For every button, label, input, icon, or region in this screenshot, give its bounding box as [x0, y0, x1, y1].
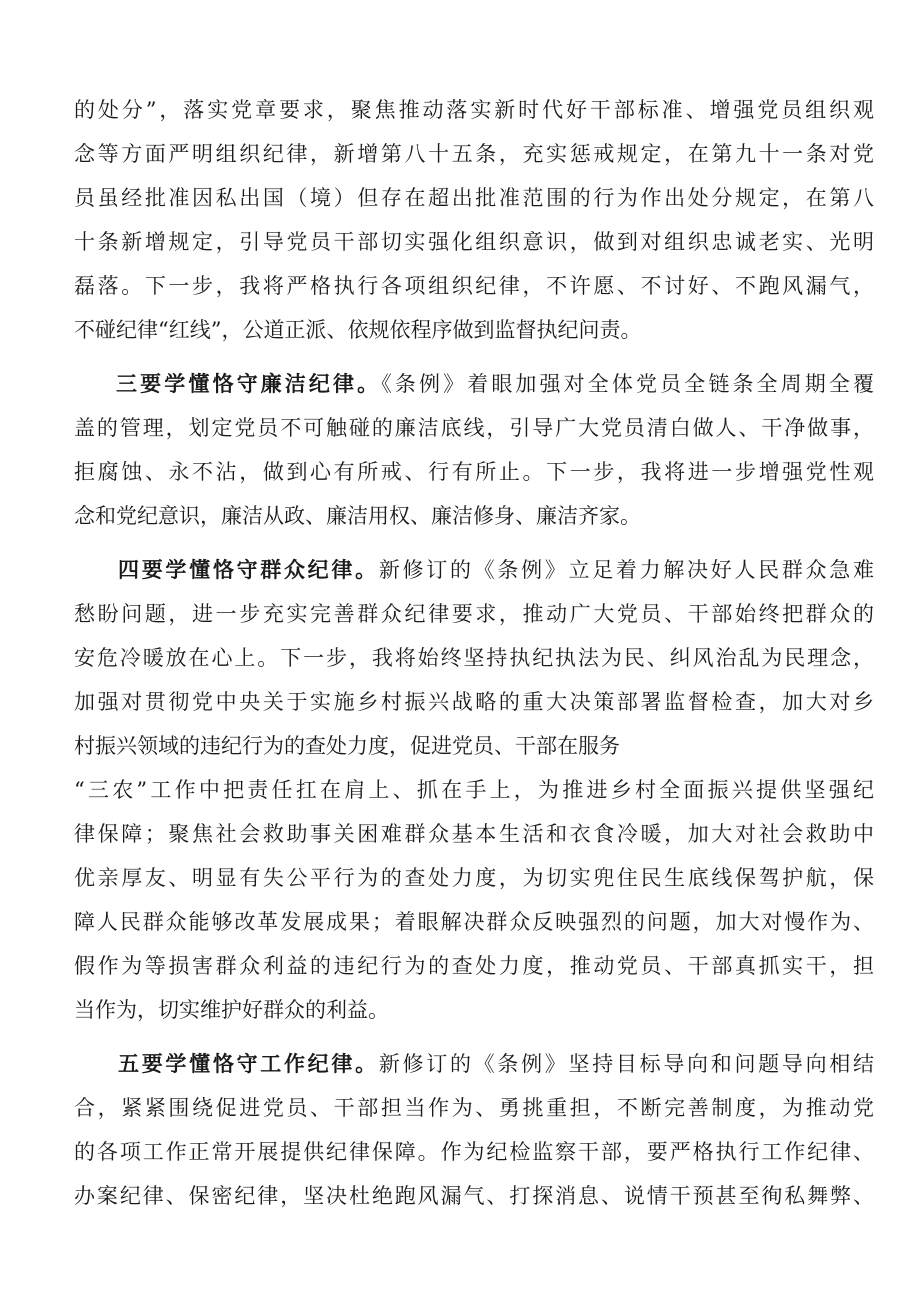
- paragraph-mass-discipline: [74, 548, 874, 1032]
- text-line: 愁盼问题，进一步充实完善群众纪律要求，推动广大党员、干部始终把群众的: [74, 602, 874, 626]
- text-line: 念等方面严明组织纪律，新增第八十五条，充实惩戒规定，在第九十一条对党: [74, 142, 874, 166]
- document-page: [74, 88, 874, 1218]
- text-line-first: [74, 548, 874, 592]
- text-line: 十条新增规定，引导党员干部切实强化组织意识，做到对组织忠诚老实、光明: [74, 230, 874, 254]
- section-heading: 三要学懂恪守廉洁纪律。: [116, 371, 382, 396]
- text-line: 办案纪律、保密纪律，坚决杜绝跑风漏气、打探消息、说情干预甚至徇私舞弊、: [74, 1184, 874, 1208]
- text-line: 律保障；聚焦社会救助事关困难群众基本生活和衣食冷暖，加大对社会救助中: [74, 822, 874, 846]
- section-heading: 五要学懂恪守工作纪律。: [118, 1051, 379, 1076]
- text-line: 加强对贯彻党中央关于实施乡村振兴战略的重大决策部署监督检查，加大对乡: [74, 690, 874, 714]
- text-line: 念和党纪意识，廉洁从政、廉洁用权、廉洁修身、廉洁齐家。: [74, 504, 641, 528]
- text-line: 合，紧紧围绕促进党员、干部担当作为、勇挑重担，不断完善制度，为推动党: [74, 1096, 874, 1120]
- text-line: 障人民群众能够改革发展成果；着眼解决群众反映强烈的问题，加大对慢作为、: [74, 910, 874, 934]
- paragraph-integrity-discipline: [74, 362, 874, 538]
- text-line: 拒腐蚀、永不沾，做到心有所戒、行有所止。下一步，我将进一步增强党性观: [74, 460, 874, 484]
- text-line-first: [74, 362, 874, 406]
- section-heading: 四要学懂恪守群众纪律。: [118, 557, 379, 582]
- text-line: 磊落。下一步，我将严格执行各项组织纪律，不许愿、不讨好、不跑风漏气，: [74, 274, 874, 298]
- paragraph-work-discipline: [74, 1042, 874, 1218]
- text-line: 假作为等损害群众利益的违纪行为的查处力度，推动党员、干部真抓实干，担: [74, 954, 874, 978]
- text-line: 不碰纪律“红线”，公道正派、依规依程序做到监督执纪问责。: [74, 318, 642, 342]
- text-line: 村振兴领域的违纪行为的查处力度，促进党员、干部在服务: [74, 734, 620, 758]
- text-line: 的处分”，落实党章要求，聚焦推动落实新时代好干部标准、增强党员组织观: [74, 98, 874, 122]
- text-run: 《条例》着眼加强对全体党员全链条全周期全覆: [381, 372, 875, 396]
- text-line: 盖的管理，划定党员不可触碰的廉洁底线，引导广大党员清白做人、干净做事，: [74, 416, 874, 440]
- text-line: 员虽经批准因私出国（境）但存在超出批准范围的行为作出处分规定，在第八: [74, 186, 874, 210]
- paragraph-organizational-discipline: [74, 88, 874, 352]
- text-line: “三农”工作中把责任扛在肩上、抓在手上，为推进乡村全面振兴提供坚强纪: [74, 778, 874, 802]
- text-line: 的各项工作正常开展提供纪律保障。作为纪检监察干部，要严格执行工作纪律、: [74, 1140, 874, 1164]
- text-line: 优亲厚友、明显有失公平行为的查处力度，为切实兜住民生底线保驾护航，保: [74, 866, 874, 890]
- text-line: 安危冷暖放在心上。下一步，我将始终坚持执纪执法为民、纠风治乱为民理念，: [74, 646, 874, 670]
- text-line: 当作为，切实维护好群众的利益。: [74, 998, 389, 1022]
- text-line-first: [74, 1042, 874, 1086]
- text-run: 新修订的《条例》坚持目标导向和问题导向相结: [378, 1052, 875, 1076]
- text-run: 新修订的《条例》立足着力解决好人民群众急难: [378, 558, 875, 582]
